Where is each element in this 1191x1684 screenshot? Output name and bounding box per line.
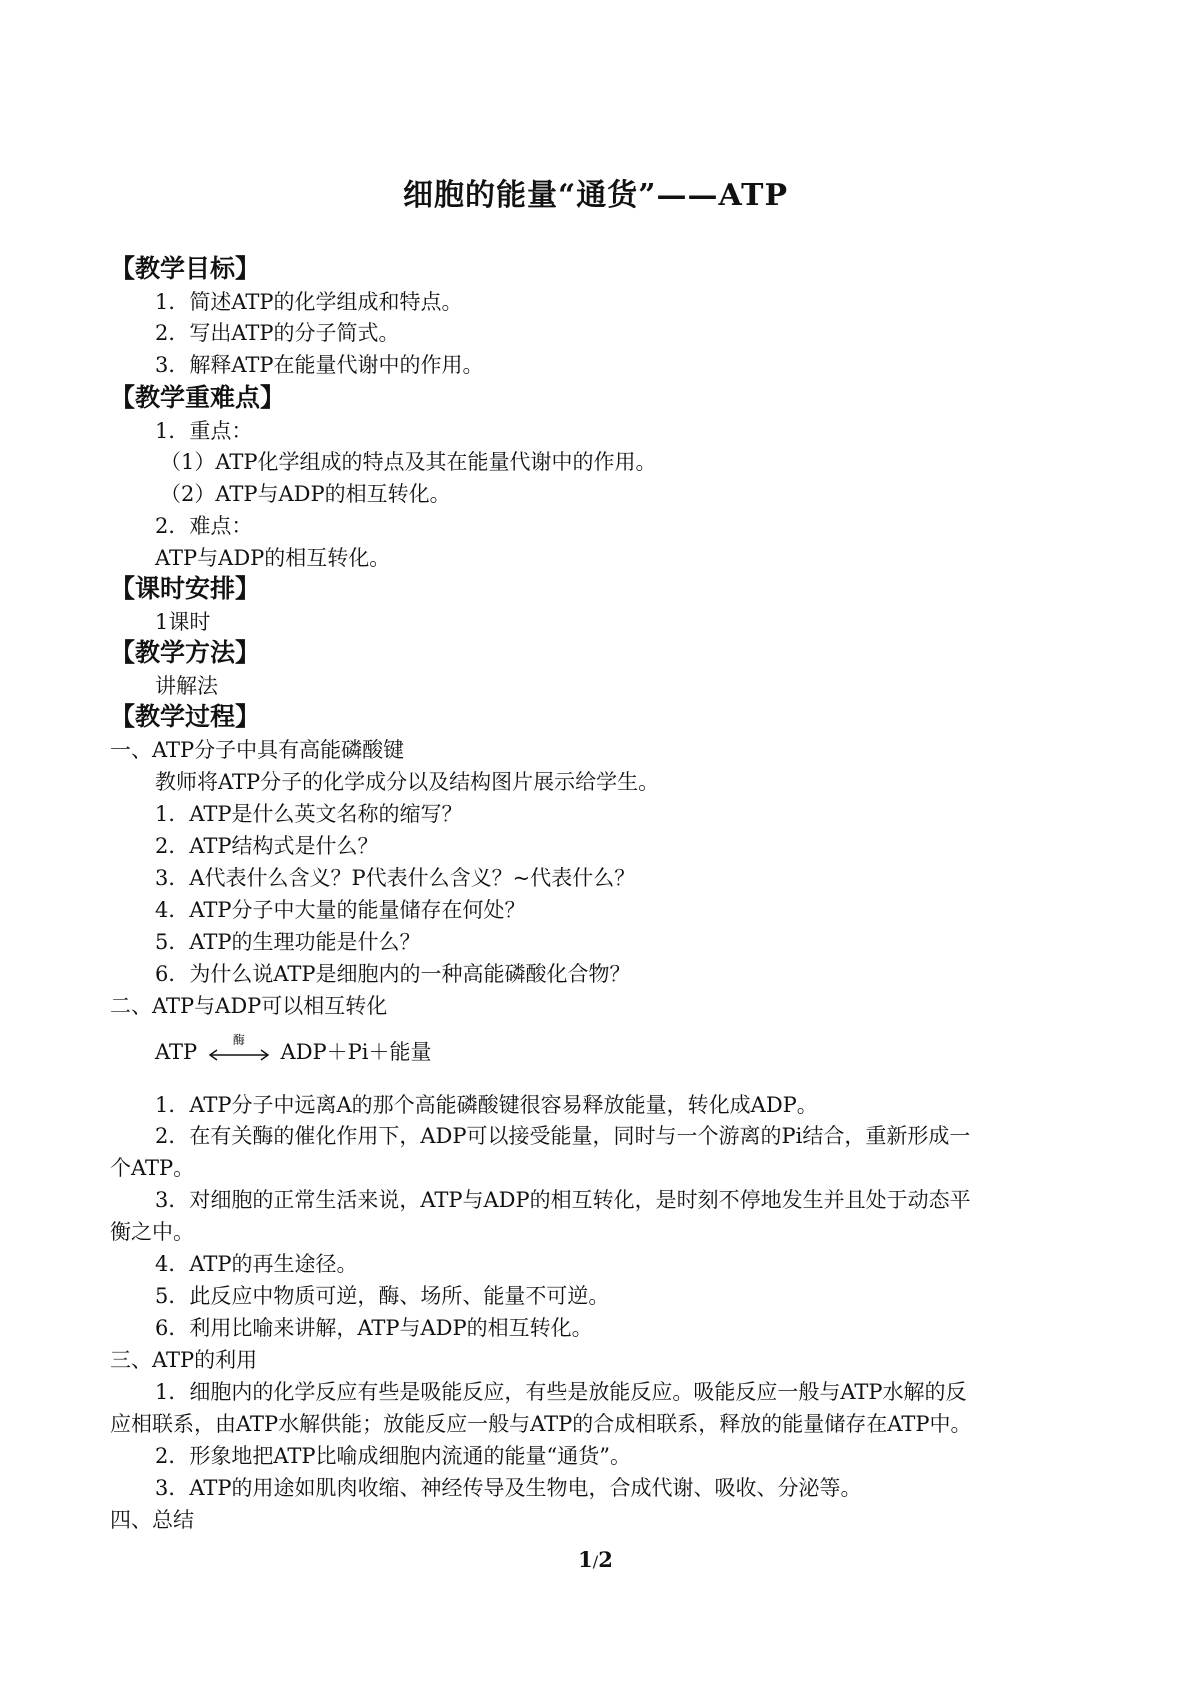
heading-method: 【教学方法】 (110, 638, 261, 667)
part3-title: 三、ATP的利用 (110, 1348, 258, 1372)
page-separator: / (592, 1552, 599, 1571)
document-title: 细胞的能量“通货”——ATP (402, 178, 789, 213)
part2-item-3-line1: 3．对细胞的正常生活来说，ATP与ADP的相互转化，是时刻不停地发生并且处于动态平 (155, 1188, 971, 1212)
part1-question-5: 5．ATP的生理功能是什么？ (155, 930, 421, 954)
part3-item-1-line1: 1．细胞内的化学反应有些是吸能反应，有些是放能反应。吸能反应一般与ATP水解的反 (155, 1380, 967, 1404)
goal-item-3: 3．解释ATP在能量代谢中的作用。 (155, 353, 484, 377)
part1-title: 一、ATP分子中具有高能磷酸键 (110, 738, 405, 762)
part3-item-2: 2．形象地把ATP比喻成细胞内流通的能量“通货”。 (155, 1444, 631, 1468)
equation-left: ATP (155, 1039, 198, 1064)
enzyme-label: 酶 (232, 1032, 245, 1047)
part1-intro: 教师将ATP分子的化学成分以及结构图片展示给学生。 (155, 770, 660, 794)
reversible-arrow-icon (206, 1032, 272, 1069)
part2-item-5: 5．此反应中物质可逆，酶、场所、能量不可逆。 (155, 1284, 610, 1308)
part2-item-6: 6．利用比喻来讲解，ATP与ADP的相互转化。 (155, 1316, 593, 1340)
reaction-equation (155, 1030, 432, 1070)
method-text: 讲解法 (155, 674, 218, 698)
goal-item-1: 1．简述ATP的化学组成和特点。 (155, 290, 463, 314)
difficult-point-label: 2．难点： (155, 514, 253, 538)
part2-title: 二、ATP与ADP可以相互转化 (110, 994, 388, 1018)
equation-right: ADP＋Pi＋能量 (280, 1039, 432, 1064)
part1-question-1: 1．ATP是什么英文名称的缩写？ (155, 802, 463, 826)
page-number (0, 1547, 1191, 1572)
part1-question-2: 2．ATP结构式是什么？ (155, 834, 379, 858)
key-point-2: （2）ATP与ADP的相互转化。 (160, 482, 451, 506)
part2-item-1: 1．ATP分子中远离A的那个高能磷酸键很容易释放能量，转化成ADP。 (155, 1093, 818, 1117)
part2-item-2-line2: 个ATP。 (110, 1156, 195, 1180)
part1-question-6: 6．为什么说ATP是细胞内的一种高能磷酸化合物？ (155, 962, 631, 986)
key-point-label: 1．重点： (155, 419, 253, 443)
difficult-point-text: ATP与ADP的相互转化。 (155, 546, 391, 570)
page-current: 1 (578, 1547, 593, 1572)
key-point-1: （1）ATP化学组成的特点及其在能量代谢中的作用。 (160, 450, 657, 474)
part1-question-4: 4．ATP分子中大量的能量储存在何处？ (155, 898, 526, 922)
schedule-text: 1课时 (155, 610, 211, 634)
goal-item-2: 2．写出ATP的分子简式。 (155, 321, 400, 345)
part3-item-1-line2: 应相联系，由ATP水解供能；放能反应一般与ATP的合成相联系，释放的能量储存在ATP中。 (110, 1412, 972, 1436)
part1-question-3: 3．A代表什么含义？P代表什么含义？~代表什么？ (155, 866, 636, 890)
part4-title: 四、总结 (110, 1508, 194, 1532)
heading-key-difficult: 【教学重难点】 (110, 383, 286, 412)
part2-item-3-line2: 衡之中。 (110, 1220, 194, 1244)
part3-item-3: 3．ATP的用途如肌肉收缩、神经传导及生物电，合成代谢、吸收、分泌等。 (155, 1476, 862, 1500)
page-total: 2 (598, 1547, 613, 1572)
heading-teaching-goals: 【教学目标】 (110, 254, 261, 283)
heading-process: 【教学过程】 (110, 702, 261, 731)
part2-item-4: 4．ATP的再生途径。 (155, 1252, 358, 1276)
heading-schedule: 【课时安排】 (110, 574, 261, 603)
part2-item-2-line1: 2．在有关酶的催化作用下，ADP可以接受能量，同时与一个游离的Pi结合，重新形成一 (155, 1124, 971, 1148)
